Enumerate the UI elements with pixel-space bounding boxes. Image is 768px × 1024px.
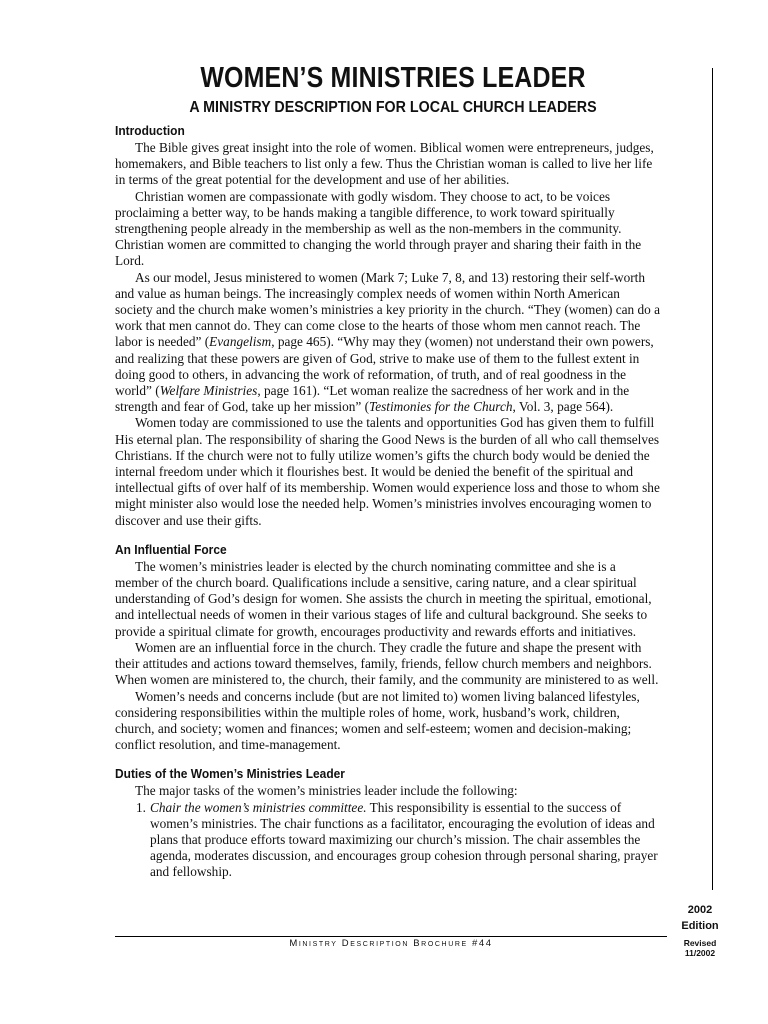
revised-date: 11/2002	[684, 948, 716, 958]
footer-brochure-label: Ministry Description Brochure #44	[289, 938, 493, 949]
intro-paragraph-4: Women today are commissioned to use the talents and opportunities God has given them to fulfill His eternal plan. The responsibility of sharing the Good News is the burden of all who call themselves Christians. If the church were not to fully utilize women’s gifts the church body would be denied the internal freedom under which it flourishes best. It would be denied the benefit of the spiritual and intellectual gifts of over half of its membership. Women would experience loss and those to whom she might minister also would lose the needed help. Women’s ministries involves encouraging women to discover and use their gifts.	[115, 415, 660, 528]
document-body	[115, 122, 660, 893]
list-item	[115, 800, 660, 881]
section-heading-duties: Duties of the Women’s Ministries Leader	[115, 766, 345, 782]
revised-label: Revised	[683, 938, 717, 948]
revised-note	[675, 938, 725, 958]
section-duties	[115, 765, 660, 880]
page-subtitle: A MINISTRY DESCRIPTION FOR LOCAL CHURCH LEADERS	[189, 99, 597, 116]
list-item-title: Chair the women’s ministries committee.	[150, 799, 367, 815]
list-item-number: 1.	[136, 799, 146, 815]
edition-badge	[675, 902, 725, 934]
intro-paragraph-1: The Bible gives great insight into the role of women. Biblical women were entrepreneurs, judges, homemakers, and Bible teachers to list only a few. Thus the Christian woman is called to live her life in terms of the great potential for the development and use of her abilities.	[115, 140, 654, 188]
intro-paragraph-2: Christian women are compassionate with godly wisdom. They choose to act, to be voices proclaiming a better way, to be hands making a tangible difference, to work toward spiritually strengthening people already in the membership as well as the non-members in the community. Christian women are committed to changing the world through prayer and sharing their faith in the Lord.	[115, 188, 642, 269]
edition-year: 2002	[687, 904, 713, 916]
section-introduction	[115, 122, 660, 529]
duties-intro: The major tasks of the women’s ministries leader include the following:	[135, 783, 518, 799]
force-paragraph-3: Women’s needs and concerns include (but are not limited to) women living balanced lifestyles, considering responsibilities within the multiple roles of home, work, husband’s work, children, church, and society; women and finances; women and self-esteem; women and decision-making; conflict resolution, and time-management.	[115, 688, 640, 753]
intro-paragraph-3: As our model, Jesus ministered to women (Mark 7; Luke 7, 8, and 13) restoring their self-worth and value as human beings. The increasingly complex needs of women within North American society and the church make women’s ministries a key priority in the church. “They (women) can do a work that men cannot do. They can come close to the hearts of those whom men cannot reach. The labor is needed” (Evangelism, page 465). “Why may they (women) not understand their own powers, and realizing that these powers are given of God, strive to make use of them to the fullest extent in doing good to others, in advancing the work of reformation, of truth, and of real goodness in the world” (Welfare Ministries, page 161). “Let woman realize the sacredness of her work and in the strength and fear of God, take up her mission” (Testimonies for the Church, Vol. 3, page 564).	[115, 269, 660, 415]
page-title: WOMEN’S MINISTRIES LEADER	[200, 62, 586, 94]
citation-testimonies: Testimonies for the Church	[369, 399, 513, 415]
duties-list	[115, 800, 660, 881]
force-paragraph-2: Women are an influential force in the church. They cradle the future and shape the present with their attitudes and actions toward themselves, family, friends, fellow church members and neighbors. When women are ministered to, the church, their family, and the community are ministered to as well.	[115, 639, 659, 688]
section-heading-influential-force: An Influential Force	[115, 541, 227, 557]
citation-welfare-ministries: Welfare Ministries	[159, 383, 258, 399]
margin-rule-vertical	[712, 68, 713, 890]
force-paragraph-1: The women’s ministries leader is elected by the church nominating committee and she is a member of the church board. Qualifications include a sensitive, caring nature, and a clear spiritual understanding of God’s design for women. She assists the church in meeting the spiritual, emotional, and intellectual needs of women in their various stages of life and cultural background. She seeks to provide a spiritual climate for growth, encourages productivity and rewards efforts and initiatives.	[115, 558, 652, 639]
footer-rule	[115, 936, 667, 937]
edition-label: Edition	[681, 920, 719, 932]
section-heading-introduction: Introduction	[115, 123, 185, 138]
citation-evangelism: Evangelism	[209, 334, 272, 350]
list-item-text: This responsibility is essential to the success of women’s ministries. The chair functions as a facilitator, encouraging the evolution of ideas and plans that produce efforts toward maximizing our church’s mission. The chair assembles the agenda, moderates discussion, and encourages group cohesion through personal sharing, prayer and fellowship.	[150, 799, 658, 880]
section-influential-force	[115, 541, 660, 753]
